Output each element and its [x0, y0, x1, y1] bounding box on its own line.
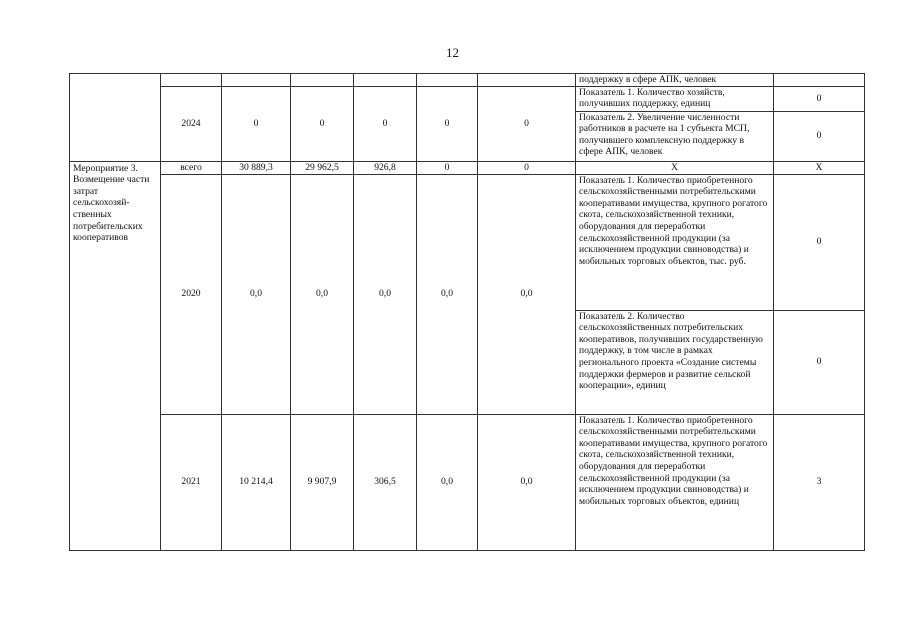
- amount-cell: 0: [478, 161, 576, 174]
- amount-cell: 0,0: [417, 414, 478, 550]
- amount-total-cell: 0: [222, 86, 291, 161]
- year-cell: всего: [161, 161, 222, 174]
- table-row-2021: [70, 414, 865, 550]
- amount-total-cell: 10 214,4: [222, 414, 291, 550]
- indicator-value-cell: 0: [774, 111, 865, 161]
- page-number: 12: [446, 45, 459, 60]
- amount-cell: 0: [417, 86, 478, 161]
- indicator-value-cell: 0: [774, 86, 865, 111]
- amount-cell: 0,0: [291, 174, 354, 414]
- amount-cell: 0,0: [417, 174, 478, 414]
- amount-cell: 306,5: [354, 414, 417, 550]
- indicator-cell: Показатель 1. Количество хозяйств, получивших поддержку, единиц: [576, 86, 774, 111]
- table-row-continuation: [70, 74, 865, 87]
- amount-cell: 0: [417, 161, 478, 174]
- table-row-total: [70, 161, 865, 174]
- amount-cell: 926,8: [354, 161, 417, 174]
- amount-cell: 9 907,9: [291, 414, 354, 550]
- indicator-cell: Показатель 2. Увеличение численности работников в расчете на 1 субъекта МСП, получившего комплексную поддержку в сфере АПК, человек: [576, 111, 774, 161]
- indicator-value-cell: 3: [774, 414, 865, 550]
- year-cell: 2020: [161, 174, 222, 414]
- amount-cell: 0,0: [354, 174, 417, 414]
- table-row-2024: [70, 86, 865, 111]
- indicator-cell: Показатель 1. Количество приобретенного сельскохозяйственными потребительскими кооперативами имущества, крупного рогатого скота, сельскохозяйственной техники, оборудования для переработки сельскохозяйственной продукции (за исключением продукции свиноводства) и мобильных торговых объектов, тыс. руб.: [576, 174, 774, 310]
- indicator-cell: поддержку в сфере АПК, человек: [576, 74, 774, 87]
- amount-total-cell: 30 889,3: [222, 161, 291, 174]
- amount-cell: 0,0: [478, 414, 576, 550]
- amount-cell: 0,0: [478, 174, 576, 414]
- measure-name-cell: Мероприятие 3. Возмещение части затрат сельскохозяй-ственных потребительских кооперативов: [70, 161, 161, 550]
- table-row-2020: [70, 174, 865, 310]
- amount-total-cell: 0,0: [222, 174, 291, 414]
- empty-name-cell: [70, 74, 161, 162]
- amount-cell: 0: [354, 86, 417, 161]
- indicator-value-cell: 0: [774, 174, 865, 310]
- amount-cell: 0: [478, 86, 576, 161]
- year-cell: 2021: [161, 414, 222, 550]
- indicator-cell: Показатель 2. Количество сельскохозяйственных потребительских кооперативов, получивших государственную поддержку, в том числе в рамках регионального проекта «Создание системы поддержки фермеров и развитие сельской кооперации», единиц: [576, 310, 774, 414]
- indicator-value-cell: 0: [774, 310, 865, 414]
- indicator-value-cell: Х: [774, 161, 865, 174]
- year-cell: 2024: [161, 86, 222, 161]
- program-table: [69, 73, 865, 551]
- indicator-cell: Х: [576, 161, 774, 174]
- amount-cell: 29 962,5: [291, 161, 354, 174]
- amount-cell: 0: [291, 86, 354, 161]
- indicator-cell: Показатель 1. Количество приобретенного сельскохозяйственными потребительскими кооперативами имущества, крупного рогатого скота, сельскохозяйственной техники, оборудования для переработки сельскохозяйственной продукции (за исключением продукции свиноводства) и мобильных торговых объектов, единиц: [576, 414, 774, 550]
